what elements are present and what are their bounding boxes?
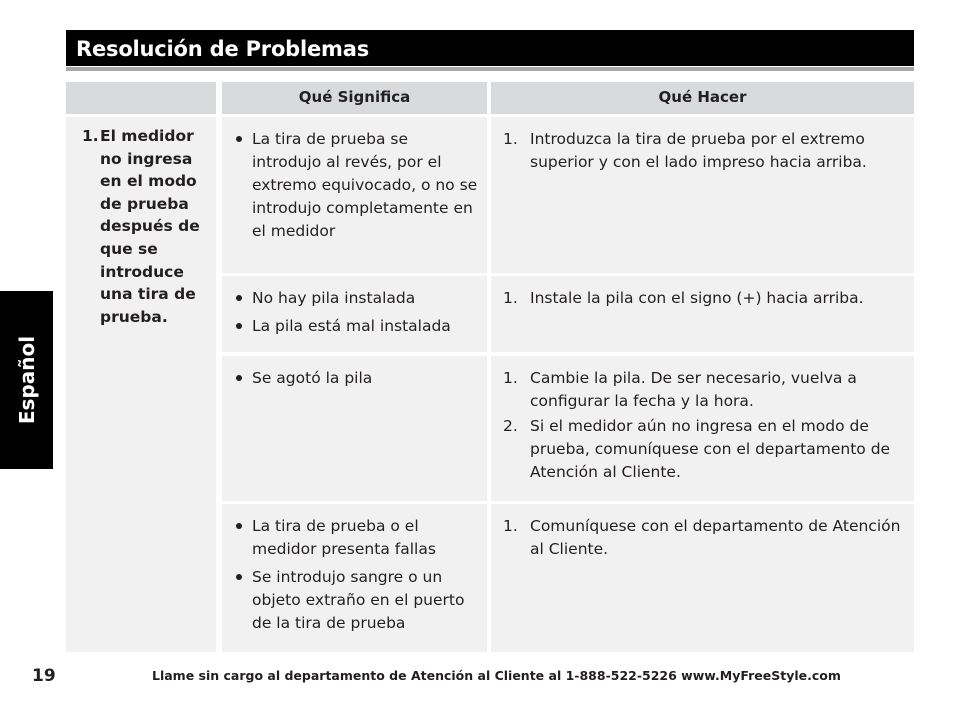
step-text: Introduzca la tira de prueba por el extremo superior y con el lado impreso hacia arriba.	[530, 130, 867, 171]
step-item	[503, 415, 904, 484]
problem-text: El medidor no ingresa en el modo de prueba después de que se introduce una tira de prueba.	[100, 127, 200, 326]
action-cell-row-4	[491, 504, 914, 652]
step-item	[503, 367, 904, 413]
action-cell-row-2	[491, 276, 914, 352]
cause-item: Se agotó la pila	[234, 367, 481, 390]
page-number: 19	[32, 666, 56, 686]
title-underline	[66, 67, 914, 71]
step-number: 1.	[503, 369, 518, 387]
cause-cell-row-4	[222, 504, 487, 652]
header-meaning-label: Qué Significa	[298, 88, 411, 106]
step-item	[503, 128, 904, 174]
step-number: 1.	[503, 289, 518, 307]
header-action	[491, 82, 914, 114]
step-item	[503, 287, 904, 310]
footer-contact-text: Llame sin cargo al departamento de Atención al Cliente al 1-888-522-5226 www.MyFreeStyle.com	[152, 668, 841, 683]
cause-item: La tira de prueba o el medidor presenta fallas	[234, 515, 481, 561]
page-title: Resolución de Problemas	[76, 37, 370, 61]
cause-item: La pila está mal instalada	[234, 315, 481, 338]
action-cell-row-1	[491, 117, 914, 273]
step-text: Si el medidor aún no ingresa en el modo de prueba, comuníquese con el departamento de Atención al Cliente.	[530, 417, 891, 481]
step-text: Cambie la pila. De ser necesario, vuelva a configurar la fecha y la hora.	[530, 369, 857, 410]
problem-cell	[66, 117, 216, 652]
action-cell-row-3	[491, 356, 914, 501]
cause-cell-row-3	[222, 356, 487, 501]
cause-item: Se introdujo sangre o un objeto extraño en el puerto de la tira de prueba	[234, 566, 481, 635]
step-number: 2.	[503, 417, 518, 435]
step-text: Instale la pila con el signo (+) hacia arriba.	[530, 289, 864, 307]
header-meaning	[222, 82, 487, 114]
cause-item: La tira de prueba se introdujo al revés, por el extremo equivocado, o no se introdujo completamente en el medidor	[234, 128, 481, 243]
step-number: 1.	[503, 517, 518, 535]
header-action-label: Qué Hacer	[658, 88, 747, 106]
cause-item: No hay pila instalada	[234, 287, 481, 310]
cause-cell-row-1	[222, 117, 487, 273]
language-label: Español	[14, 335, 39, 425]
problem-number: 1.	[82, 127, 99, 145]
section-title-bar	[66, 30, 914, 66]
step-number: 1.	[503, 130, 518, 148]
cause-cell-row-2	[222, 276, 487, 352]
header-blank-cell	[66, 82, 216, 114]
step-text: Comuníquese con el departamento de Atención al Cliente.	[530, 517, 901, 558]
language-side-tab	[0, 291, 53, 469]
step-item	[503, 515, 904, 561]
